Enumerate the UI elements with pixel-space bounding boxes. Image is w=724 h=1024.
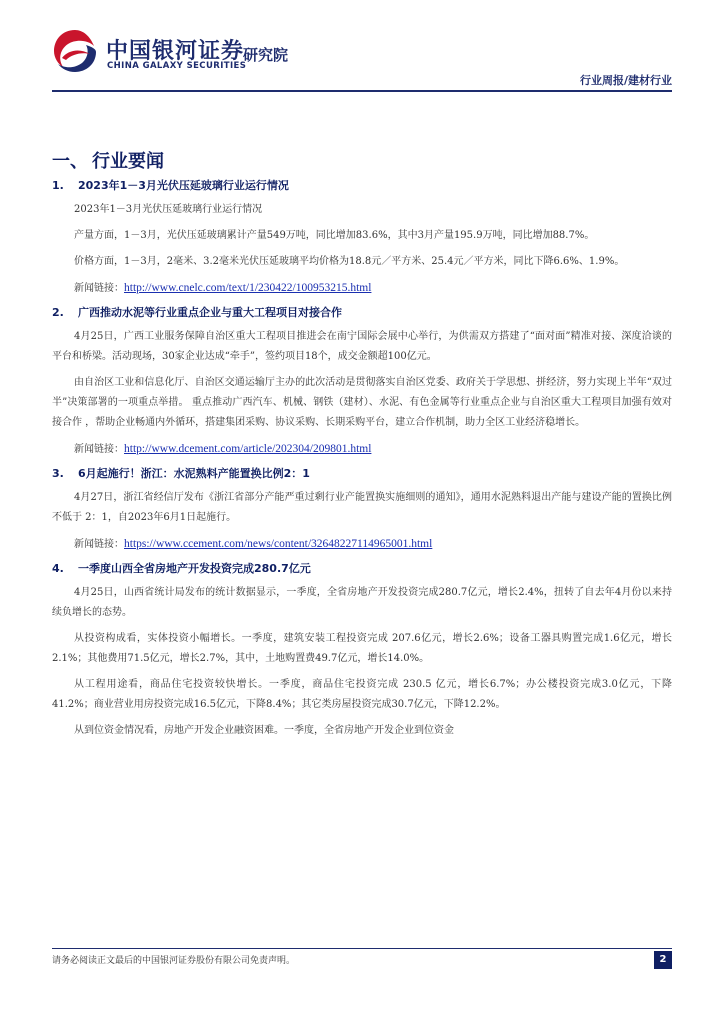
report-category: 行业周报/建材行业	[579, 74, 672, 87]
brand-name-en: CHINA GALAXY SECURITIES	[107, 61, 247, 71]
news-heading	[52, 305, 672, 321]
news-paragraph: 2023年1－3月光伏压延玻璃行业运行情况	[74, 204, 263, 215]
news-paragraph: 由自治区工业和信息化厅、自治区交通运输厅主办的此次活动是贯彻落实自治区党委、政府关于学思想、拼经济，努力实现上半年“双过半”决策部署的一项重点举措。 重点推动广西汽车、机械、钢铁（建材）、水泥、有色金属等行业重点企业与自治区重大工程项目加强有效对接合作 ，帮助企业畅通内外循环，搭建集团采购、协议采购、长期采购平台，建立合作机制，助力全区工业经济稳增长。	[52, 377, 672, 428]
news-link[interactable]: https://www.ccement.com/news/content/32648227114965001.html	[124, 538, 433, 550]
news-link[interactable]: http://www.dcement.com/article/202304/209801.html	[124, 443, 372, 455]
news-link-label: 新闻链接：	[74, 283, 124, 294]
institute-label: 研究院	[243, 46, 289, 64]
news-index: 3.	[52, 467, 64, 480]
galaxy-logo-icon	[52, 28, 98, 74]
news-link-line	[52, 534, 672, 555]
news-heading	[52, 561, 672, 577]
news-link[interactable]: http://www.cnelc.com/text/1/230422/100953215.html	[124, 282, 372, 294]
news-index: 1.	[52, 179, 64, 192]
news-heading	[52, 466, 672, 482]
news-content	[52, 178, 672, 741]
news-paragraph: 从到位资金情况看，房地产开发企业融资困难。一季度，全省房地产开发企业到位资金	[74, 725, 454, 736]
news-index: 2.	[52, 306, 64, 319]
section-title	[52, 147, 164, 173]
news-link-label: 新闻链接：	[74, 444, 124, 455]
news-paragraph: 价格方面，1－3月，2毫米、3.2毫米光伏压延玻璃平均价格为18.8元／平方米、25.4元／平方米，同比下降6.6%、1.9%。	[74, 256, 625, 267]
news-link-line	[52, 278, 672, 299]
news-link-line	[52, 439, 672, 460]
news-paragraph: 从工程用途看，商品住宅投资较快增长。一季度，商品住宅投资完成 230.5 亿元，增长6.7%；办公楼投资完成3.0亿元，下降41.2%；商业营业用房投资完成16.5亿元，下降8.4%；其它类房屋投资完成30.7亿元，下降12.2%。	[52, 679, 672, 710]
section-title-text: 行业要闻	[92, 151, 164, 172]
news-paragraph: 4月25日，广西工业服务保障自治区重大工程项目推进会在南宁国际会展中心举行，为供需双方搭建了“面对面”精准对接、深度洽谈的平台和桥梁。活动现场，30家企业达成“牵手”，签约项目18个，成交金额超100亿元。	[52, 331, 672, 362]
page-number: 2	[654, 951, 672, 969]
footer-disclaimer: 请务必阅读正文最后的中国银河证券股份有限公司免责声明。	[52, 956, 296, 966]
news-title: 广西推动水泥等行业重点企业与重大工程项目对接合作	[78, 306, 342, 319]
news-heading	[52, 178, 672, 194]
brand-name-cn: 中国银河证券	[106, 39, 245, 64]
news-title: 6月起施行！浙江：水泥熟料产能置换比例2：1	[78, 467, 310, 480]
section-number: 一、	[52, 151, 88, 172]
news-link-label: 新闻链接：	[74, 539, 124, 550]
news-paragraph: 4月27日，浙江省经信厅发布《浙江省部分产能严重过剩行业产能置换实施细则的通知》，通用水泥熟料退出产能与建设产能的置换比例不低于 2：1，自2023年6月1日起施行。	[52, 492, 672, 523]
news-paragraph: 产量方面，1－3月，光伏压延玻璃累计产量549万吨，同比增加83.6%，其中3月产量195.9万吨，同比增加88.7%。	[74, 230, 595, 241]
footer-divider	[52, 948, 672, 949]
news-index: 4.	[52, 562, 64, 575]
news-paragraph: 从投资构成看，实体投资小幅增长。一季度，建筑安装工程投资完成 207.6亿元，增长2.6%；设备工器具购置完成1.6亿元，增长2.1%；其他费用71.5亿元，增长2.7%，其中，土地购置费49.7亿元，增长14.0%。	[52, 633, 672, 664]
news-title: 一季度山西全省房地产开发投资完成280.7亿元	[78, 562, 311, 575]
news-paragraph: 4月25日，山西省统计局发布的统计数据显示，一季度，全省房地产开发投资完成280.7亿元，增长2.4%，扭转了自去年4月份以来持续负增长的态势。	[52, 587, 672, 618]
page-header	[0, 0, 724, 100]
header-divider	[52, 90, 672, 92]
news-title: 2023年1－3月光伏压延玻璃行业运行情况	[78, 179, 289, 192]
